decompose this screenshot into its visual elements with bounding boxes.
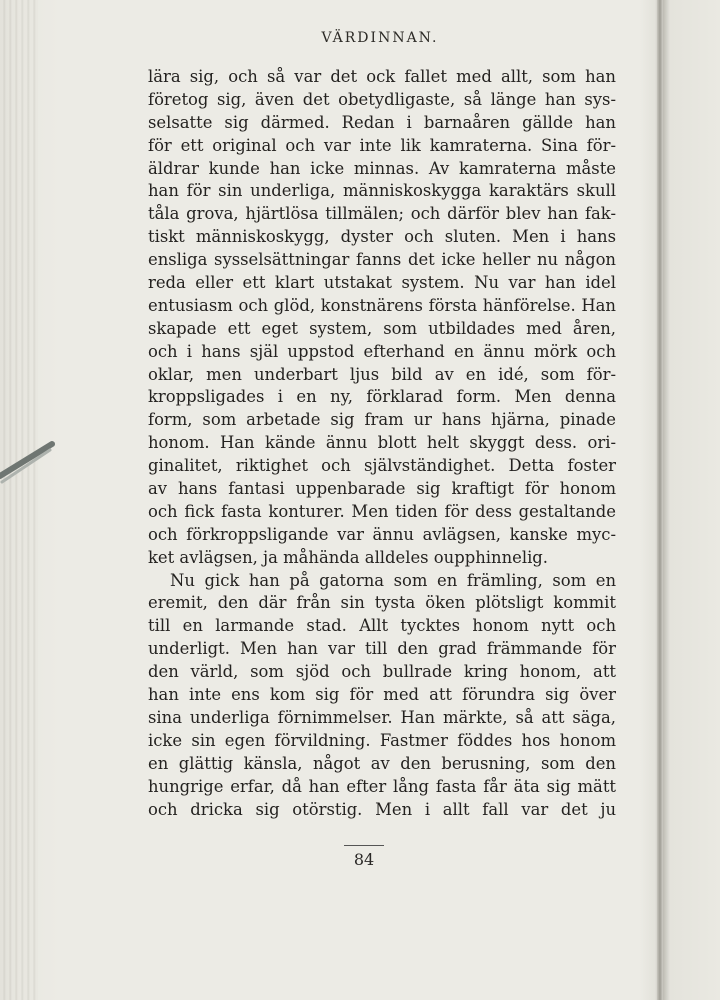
text-line: eremit, den där från sin tysta öken plötsligt kommit bbox=[148, 593, 616, 613]
text-line: och i hans själ uppstod efterhand en ännu mörk och bbox=[148, 341, 616, 361]
text-line: ginalitet, riktighet och självständighet. Detta foster bbox=[148, 456, 616, 476]
text-line: ket avlägsen, ja måhända alldeles oupphinnelig. bbox=[148, 547, 549, 567]
text-line: företog sig, även det obetydligaste, så länge han sys- bbox=[148, 89, 616, 109]
paper-clip-icon bbox=[0, 438, 60, 488]
text-line: honom. Han kände ännu blott helt skyggt dess. ori- bbox=[148, 433, 616, 453]
text-line: oklar, men underbart ljus bild av en idé, som för- bbox=[148, 364, 616, 384]
text-line: han för sin underliga, människoskygga karaktärs skull bbox=[148, 181, 616, 201]
page-number: 84 bbox=[353, 850, 375, 869]
text-line: reda eller ett klart utstakat system. Nu var han idel bbox=[148, 273, 616, 293]
text-line: lära sig, och så var det ock fallet med allt, som han bbox=[148, 67, 616, 86]
text-line: av hans fantasi uppenbarade sig kraftigt för honom bbox=[148, 479, 616, 499]
text-line: hungrige erfar, då han efter lång fasta får äta sig mätt bbox=[148, 776, 616, 796]
text-line: underligt. Men han var till den grad främmande för bbox=[148, 639, 616, 659]
text-line: och dricka sig otörstig. Men i allt fall var det ju bbox=[148, 799, 616, 819]
text-line: Nu gick han på gatorna som en främling, som en bbox=[170, 570, 616, 590]
text-line: sina underliga förnimmelser. Han märkte, så att säga, bbox=[148, 707, 616, 727]
text-line: selsatte sig därmed. Redan i barnaåren gällde han bbox=[148, 112, 616, 132]
text-line: äldrar kunde han icke minnas. Av kamraterna måste bbox=[148, 158, 616, 178]
text-line: den värld, som sjöd och bullrade kring honom, att bbox=[148, 662, 616, 682]
text-line: icke sin egen förvildning. Fastmer föddes hos honom bbox=[148, 730, 616, 750]
text-line: tiskt människoskygg, dyster och sluten. Men i hans bbox=[148, 227, 616, 247]
text-line: han inte ens kom sig för med att förundra sig över bbox=[148, 685, 616, 705]
text-line: form, som arbetade sig fram ur hans hjärna, pinade bbox=[148, 410, 616, 430]
left-page-edges bbox=[0, 0, 38, 1000]
binding-shadow bbox=[657, 0, 663, 1000]
body-text bbox=[148, 66, 616, 821]
text-line: tåla grova, hjärtlösa tillmälen; och därför blev han fak- bbox=[148, 204, 616, 224]
page-number-rule bbox=[344, 845, 384, 846]
text-line: entusiasm och glöd, konstnärens första hänförelse. Han bbox=[148, 295, 616, 315]
running-header: VÄRDINNAN. bbox=[321, 30, 439, 46]
text-line: och förkroppsligande var ännu avlägsen, kanske myc- bbox=[148, 524, 616, 544]
text-line: skapade ett eget system, som utbildades med åren, bbox=[148, 318, 616, 338]
text-line: för ett original och var inte lik kamraterna. Sina för- bbox=[148, 135, 616, 155]
text-line: ensliga sysselsättningar fanns det icke heller nu någon bbox=[148, 250, 616, 270]
text-line: till en larmande stad. Allt tycktes honom nytt och bbox=[148, 616, 616, 636]
text-line: en glättig känsla, något av den berusning, som den bbox=[148, 753, 616, 773]
text-line: och fick fasta konturer. Men tiden för dess gestaltande bbox=[148, 501, 616, 521]
text-line: kroppsligades i en ny, förklarad form. Men denna bbox=[148, 387, 616, 407]
